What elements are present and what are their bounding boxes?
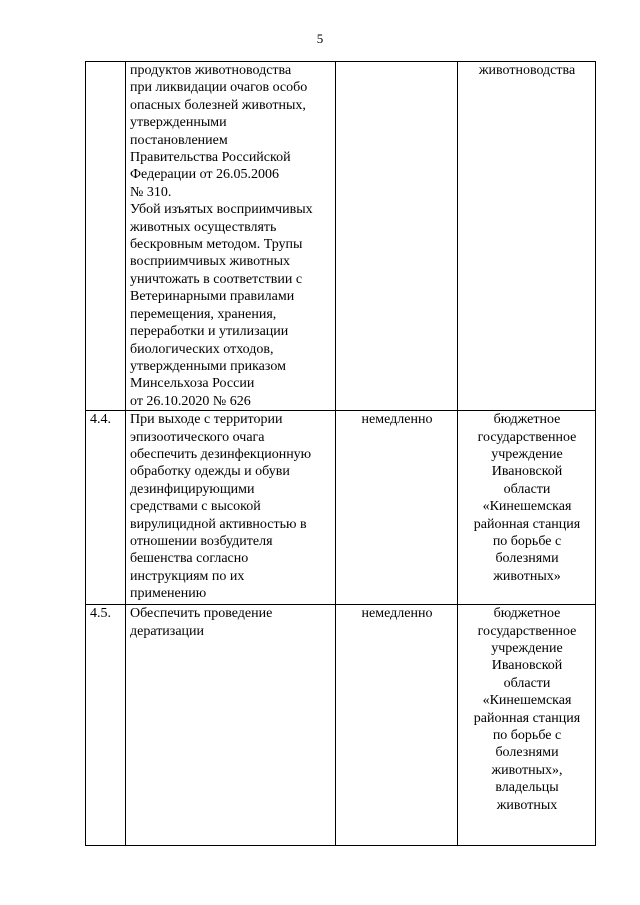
action-text-line: продуктов животноводства [130,63,292,78]
responsible-text-line: бюджетное [493,606,561,622]
action-text-line: при ликвидации очагов особо [130,80,308,96]
responsible-text-line: «Кинешемская [482,693,572,709]
action-text-line: перемещения, хранения, [130,306,277,322]
table-row [86,62,596,411]
responsible-text-line: болезнями [495,551,559,567]
responsible-text-line: области [503,675,551,691]
action-text-line: утвержденными [130,115,227,131]
responsible-text-line: владельцы [495,780,559,796]
responsible-cell [458,605,596,846]
action-text-line: бескровным методом. Трупы [130,237,303,253]
action-text-line: При выходе с территории [130,412,283,428]
responsible-text-line: районная станция [473,710,581,726]
responsible-cell [458,411,596,605]
action-text-line: обеспечить дезинфекционную [130,446,312,462]
action-text-line: дезинфицирующими [130,481,255,497]
measures-table [85,61,596,846]
action-text-line: инструкциям по их [130,568,245,584]
responsible-text-line: «Кинешемская [482,499,572,515]
responsible-text-line: животноводства [478,63,576,78]
responsible-text-line: государственное [477,623,577,639]
term-cell: немедленно [336,605,458,846]
table-row [86,605,596,846]
responsible-text-line: по борьбе с [492,727,562,743]
responsible-text-line: животных [496,797,558,813]
action-cell [126,62,336,411]
action-cell [126,605,336,846]
action-text-line: биологических отходов, [130,341,274,357]
action-text-line: эпизоотического очага [130,429,265,445]
action-text-line: № 310. [130,184,172,200]
action-text-line: бешенства согласно [130,551,249,567]
responsible-text-line: животных» [493,568,561,584]
action-text-line: опасных болезней животных, [130,97,306,113]
action-text-line: средствами с высокой [130,499,261,515]
action-text-line: вирулицидной активностью в [130,516,307,532]
responsible-text-line: Ивановской [491,464,563,480]
term-cell: немедленно [336,411,458,605]
action-text-line: Минсельхоза России [130,376,255,392]
responsible-text-line: области [503,481,551,497]
responsible-text-line: районная станция [473,516,581,532]
responsible-cell [458,62,596,411]
responsible-text-line: учреждение [491,640,563,656]
action-text-line: Правительства Российской [130,150,291,166]
row-number-cell: 4.5. [86,605,126,846]
responsible-text-line: болезнями [495,745,559,761]
action-text-line: постановлением [130,132,228,148]
action-text-line: обработку одежды и обуви [130,464,290,480]
action-text-line: дератизации [130,623,205,639]
action-text-line: Убой изъятых восприимчивых [130,202,313,218]
responsible-text-line: бюджетное [493,412,561,428]
table-row [86,411,596,605]
row-number-cell [86,62,126,411]
action-text-line: уничтожать в соответствии с [130,271,303,287]
responsible-text-line: Ивановской [491,658,563,674]
action-text-line: от 26.10.2020 № 626 [130,393,251,409]
action-text-line: переработки и утилизации [130,324,289,340]
page-number: 5 [316,31,324,46]
term-cell [336,62,458,411]
action-text-line: животных осуществлять [130,219,277,235]
responsible-text-line: учреждение [491,446,563,462]
action-text-line: применению [130,586,207,602]
action-cell [126,411,336,605]
responsible-text-line: по борьбе с [492,533,562,549]
responsible-text-line: государственное [477,429,577,445]
action-text-line: утвержденными приказом [130,358,286,374]
row-number-cell: 4.4. [86,411,126,605]
action-text-line: Обеспечить проведение [130,606,273,622]
action-text-line: Ветеринарными правилами [130,289,295,305]
action-text-line: восприимчивых животных [130,254,290,270]
action-text-line: отношении возбудителя [130,533,273,549]
action-text-line: Федерации от 26.05.2006 [130,167,280,183]
responsible-text-line: животных», [491,762,563,778]
